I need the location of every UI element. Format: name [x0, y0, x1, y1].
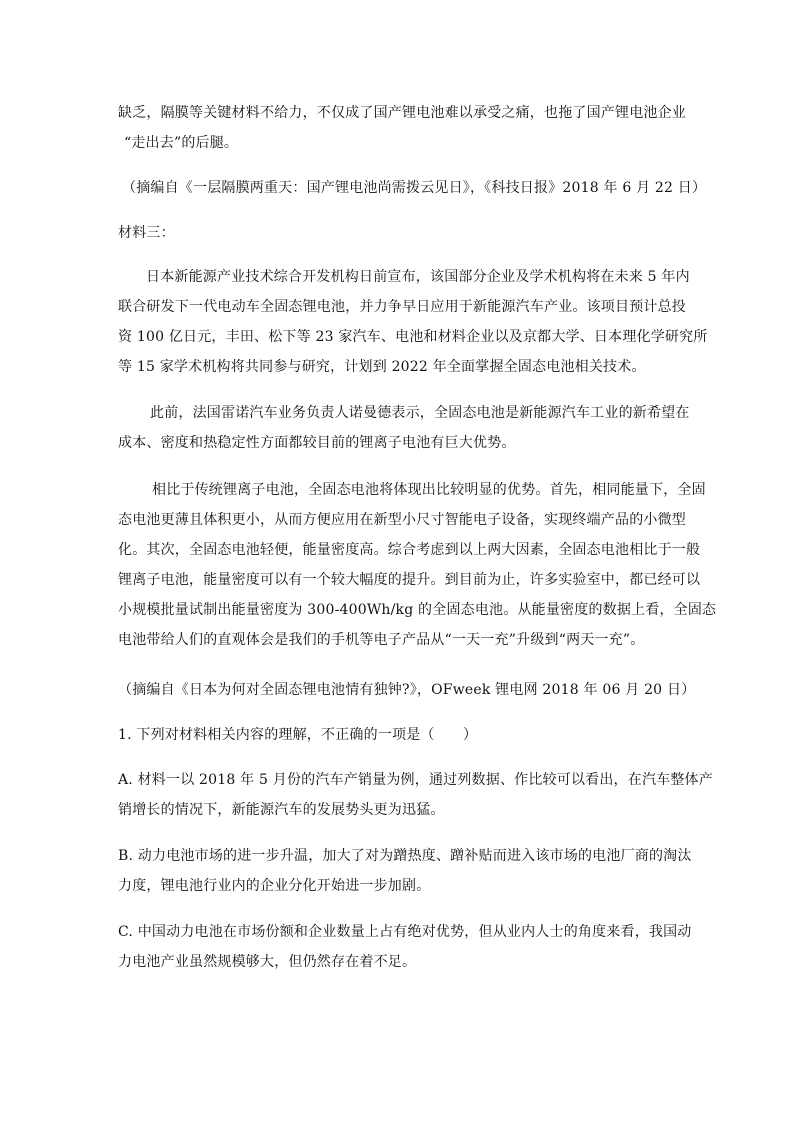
text-line: 等 15 家学术机构将共同参与研究，计划到 2022 年全面掌握全固态电池相关技术。 [118, 359, 646, 375]
question-stem: 1. 下列对材料相关内容的理解，不正确的一项是（ ） [118, 727, 478, 743]
text-line: 联合研发下一代电动车全固态锂电池，并力争早日应用于新能源汽车产业。该项目预计总投 [118, 299, 686, 315]
option-b [118, 841, 692, 901]
text-line: B. 动力电池市场的进一步升温，加大了对为蹭热度、蹭补贴而进入该市场的电池厂商的淘汰 [118, 848, 692, 864]
text-line: 成本、密度和热稳定性方面都较目前的锂离子电池有巨大优势。 [118, 435, 516, 451]
text-line: 化。其次，全固态电池轻便，能量密度高。综合考虑到以上两大因素，全固态电池相比于一般 [118, 542, 701, 558]
source-citation-two: （摘编自《一层隔膜两重天：国产锂电池尚需拨云见日》，《科技日报》2018 年 6 月 22 日） [122, 180, 707, 196]
material-three-paragraph-2 [118, 398, 690, 458]
text-line: A. 材料一以 2018 年 5 月份的汽车产销量为例，通过列数据、作比较可以看出，在汽车整体产 [118, 772, 713, 788]
text-line: 小规模批量试制出能量密度为 300-400Wh/kg 的全固态电池。从能量密度的数据上看，全固态 [118, 602, 717, 618]
text-line: 资 100 亿日元，丰田、松下等 23 家汽车、电池和材料企业以及京都大学、日本理化学研究所 [118, 329, 708, 345]
option-c [118, 917, 692, 977]
text-line: “走出去”的后腿。 [124, 135, 239, 151]
source-citation-three: （摘编自《日本为何对全固态锂电池情有独钟?》，OFweek 锂电网 2018 年 06 月 20 日） [118, 682, 696, 698]
text-line: 日本新能源产业技术综合开发机构日前宣布，该国部分企业及学术机构将在未来 5 年内 [146, 269, 690, 285]
text-line: 电池带给人们的直观体会是我们的手机等电子产品从“一天一充”升级到“两天一充”。 [118, 632, 645, 648]
text-line: 缺乏，隔膜等关键材料不给力，不仅成了国产锂电池难以承受之痛，也拖了国产锂电池企业 [118, 105, 686, 121]
text-line: 力度，锂电池行业内的企业分化开始进一步加剧。 [118, 878, 431, 894]
text-line: 此前，法国雷诺汽车业务负责人诺曼德表示，全固态电池是新能源汽车工业的新希望在 [150, 405, 690, 421]
text-line: C. 中国动力电池在市场份额和企业数量上占有绝对优势，但从业内人士的角度来看，我国动 [118, 924, 692, 940]
material-three-heading: 材料三： [118, 225, 175, 241]
text-line: 态电池更薄且体积更小，从而方便应用在新型小尺寸智能电子设备，实现终端产品的小微型 [118, 512, 686, 528]
material-three-paragraph-3 [118, 475, 717, 655]
text-line: 销增长的情况下，新能源汽车的发展势头更为迅猛。 [118, 802, 445, 818]
material-three-paragraph-1 [118, 262, 708, 382]
text-line: 锂离子电池，能量密度可以有一个较大幅度的提升。到目前为止，许多实验室中，都已经可以 [118, 572, 701, 588]
passage-two-ending [118, 98, 686, 158]
option-a [118, 765, 713, 825]
text-line: 力电池产业虽然规模够大，但仍然存在着不足。 [118, 954, 417, 970]
text-line: 相比于传统锂离子电池，全固态电池将体现出比较明显的优势。首先，相同能量下，全固 [152, 482, 706, 498]
